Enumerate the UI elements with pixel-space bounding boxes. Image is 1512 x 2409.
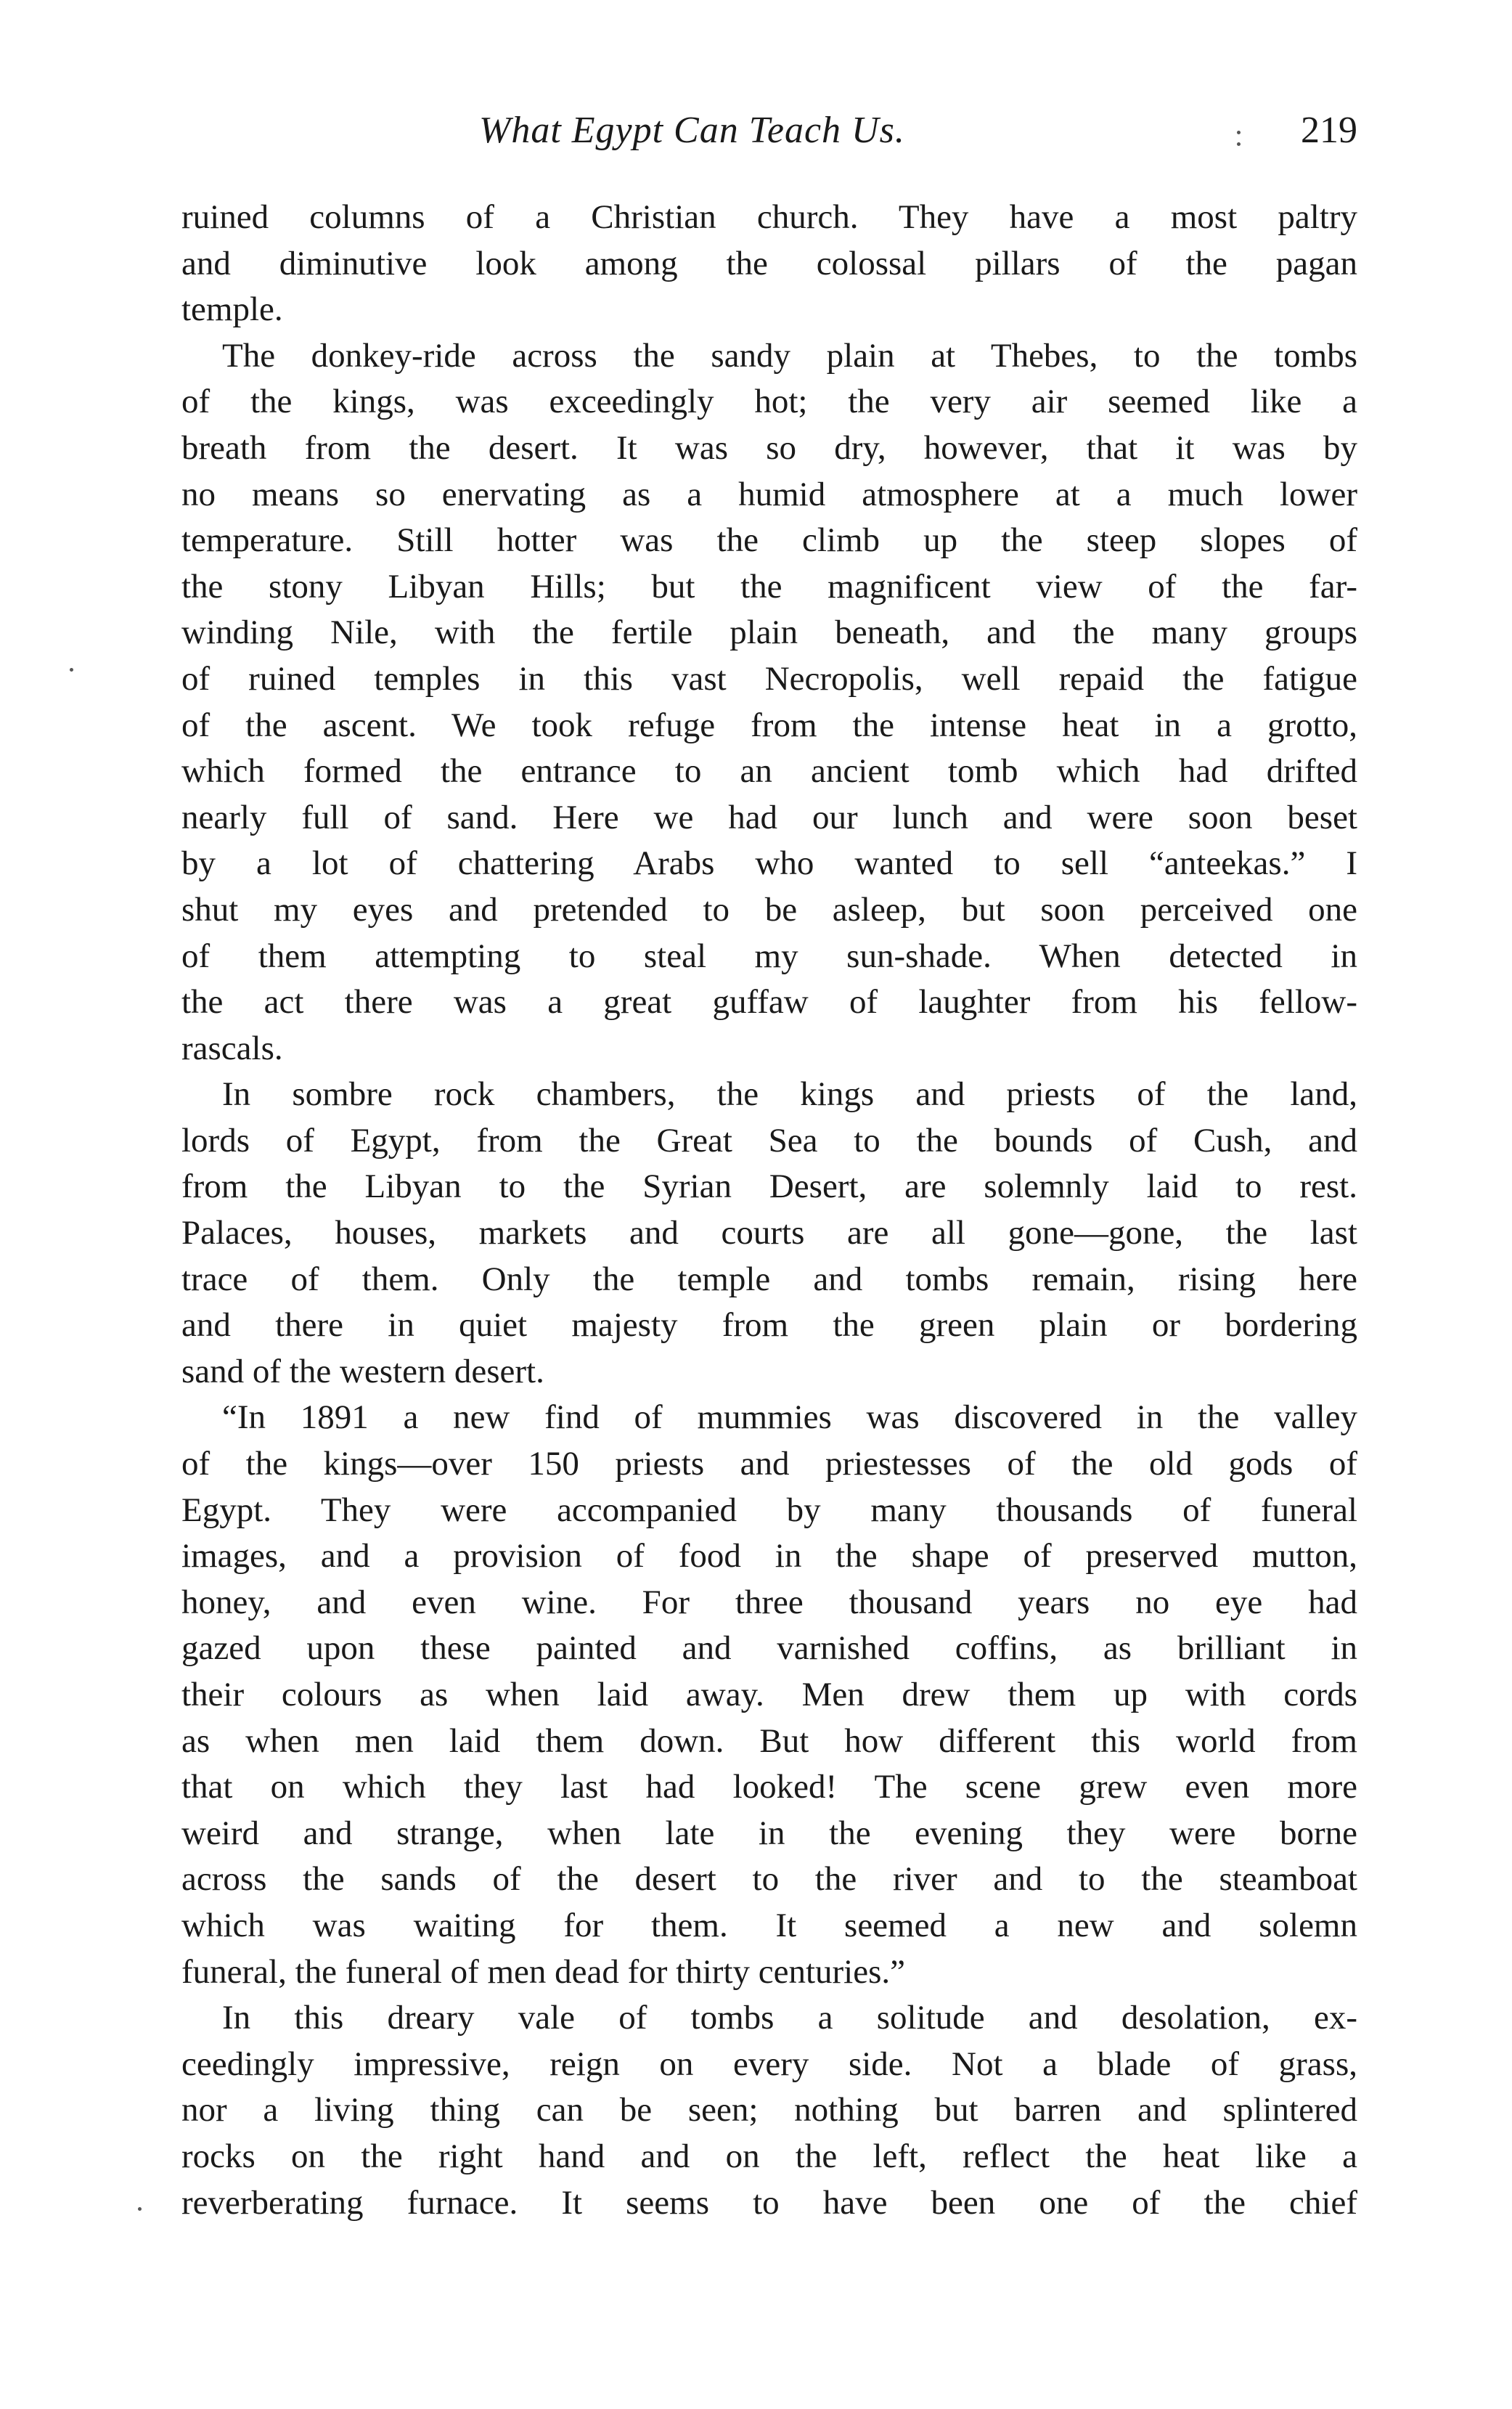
text-line: of ruined temples in this vast Necropolis, well repaid the fatigue bbox=[181, 659, 1357, 698]
text-line: across the sands of the desert to the river and to the steamboat bbox=[181, 1860, 1357, 1899]
page-number: 219 bbox=[1301, 110, 1357, 151]
text-line: lords of Egypt, from the Great Sea to the bounds of Cush, and bbox=[181, 1121, 1357, 1159]
text-line: their colours as when laid away. Men drew them up with cords bbox=[181, 1676, 1357, 1713]
text-line: images, and a provision of food in the shape of preserved mutton, bbox=[181, 1537, 1357, 1576]
text-line: ceedingly impressive, reign on every side. Not a blade of grass, bbox=[181, 2045, 1357, 2083]
text-line: which was waiting for them. It seemed a new and solemn bbox=[181, 1906, 1357, 1944]
text-line: gazed upon these painted and varnished coffins, as brilliant in bbox=[181, 1629, 1357, 1668]
paragraph-first-line: The donkey-ride across the sandy plain at Thebes, to the tombs bbox=[222, 336, 1357, 375]
running-head bbox=[181, 109, 1357, 167]
text-line: which formed the entrance to an ancient tomb which had drifted bbox=[181, 752, 1357, 791]
text-line: Egypt. They were accompanied by many thousands of funeral bbox=[181, 1491, 1357, 1529]
text-line: of them attempting to steal my sun-shade. When detected in bbox=[181, 937, 1357, 975]
text-line: reverberating furnace. It seems to have been one of the chief bbox=[181, 2183, 1357, 2222]
text-line: and there in quiet majesty from the green plain or bordering bbox=[181, 1306, 1357, 1345]
text-line: and diminutive look among the colossal pillars of the pagan bbox=[181, 244, 1357, 282]
body-text bbox=[181, 195, 1357, 2226]
text-line: ruined columns of a Christian church. They have a most paltry bbox=[181, 198, 1357, 236]
scan-speck bbox=[1237, 142, 1241, 146]
text-line: of the ascent. We took refuge from the intense heat in a grotto, bbox=[181, 706, 1357, 744]
text-line: that on which they last had looked! The scene grew even more bbox=[181, 1768, 1357, 1806]
text-line: as when men laid them down. But how different this world from bbox=[181, 1721, 1357, 1760]
text-line: the stony Libyan Hills; but the magnificent view of the far- bbox=[181, 567, 1357, 606]
text-line: sand of the western desert. bbox=[181, 1352, 544, 1390]
text-line: breath from the desert. It was so dry, however, that it was by bbox=[181, 428, 1357, 467]
text-line: rocks on the right hand and on the left, reflect the heat like a bbox=[181, 2137, 1357, 2175]
paragraph-first-line: “In 1891 a new find of mummies was discovered in the valley bbox=[222, 1398, 1357, 1437]
text-line: of the kings—over 150 priests and priestesses of the old gods of bbox=[181, 1445, 1357, 1483]
text-line: trace of them. Only the temple and tombs remain, rising here bbox=[181, 1260, 1357, 1298]
running-title: What Egypt Can Teach Us. bbox=[479, 110, 905, 151]
text-line: Palaces, houses, markets and courts are all gone—gone, the last bbox=[181, 1214, 1357, 1252]
text-line: rascals. bbox=[181, 1029, 283, 1067]
text-line: nor a living thing can be seen; nothing but barren and splintered bbox=[181, 2091, 1357, 2129]
text-line: the act there was a great guffaw of laughter from his fellow- bbox=[181, 983, 1357, 1022]
scan-speck bbox=[1237, 131, 1241, 134]
text-line: of the kings, was exceedingly hot; the very air seemed like a bbox=[181, 383, 1357, 421]
text-line: funeral, the funeral of men dead for thirty centuries.” bbox=[181, 1952, 906, 1991]
text-line: shut my eyes and pretended to be asleep, but soon perceived one bbox=[181, 890, 1357, 929]
text-line: honey, and even wine. For three thousand years no eye had bbox=[181, 1583, 1357, 1621]
scan-speck bbox=[138, 2207, 142, 2211]
text-line: temperature. Still hotter was the climb up the steep slopes of bbox=[181, 521, 1357, 560]
text-line: no means so enervating as a humid atmosphere at a much lower bbox=[181, 475, 1357, 513]
text-line: nearly full of sand. Here we had our lunch and were soon beset bbox=[181, 798, 1357, 836]
paragraph-first-line: In this dreary vale of tombs a solitude and desolation, ex- bbox=[222, 1999, 1357, 2037]
text-line: weird and strange, when late in the evening they were borne bbox=[181, 1814, 1357, 1852]
paragraph-first-line: In sombre rock chambers, the kings and priests of the land, bbox=[222, 1075, 1357, 1114]
scan-speck bbox=[70, 668, 73, 672]
text-line: from the Libyan to the Syrian Desert, are solemnly laid to rest. bbox=[181, 1167, 1357, 1206]
text-line: winding Nile, with the fertile plain beneath, and the many groups bbox=[181, 614, 1357, 652]
text-line: by a lot of chattering Arabs who wanted to sell “anteekas.” I bbox=[181, 844, 1357, 883]
text-line: temple. bbox=[181, 290, 283, 329]
